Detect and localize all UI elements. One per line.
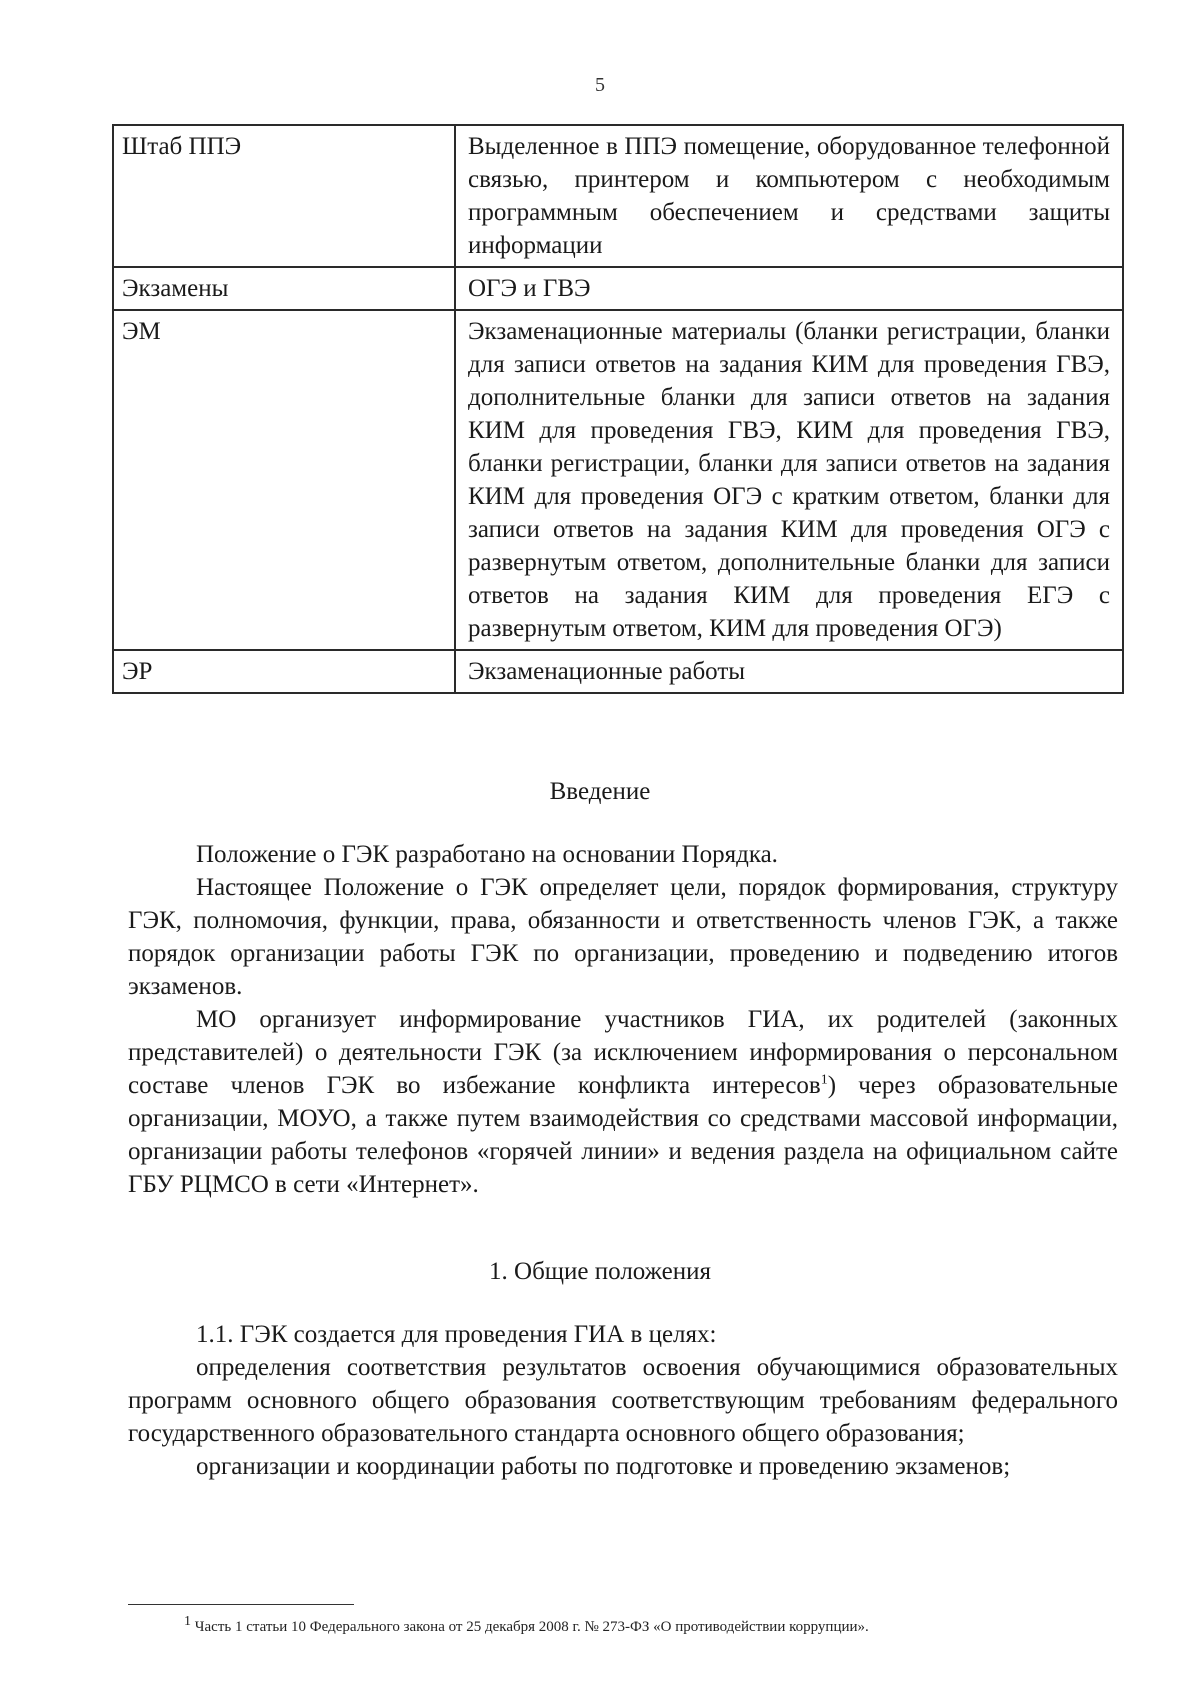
clause-paragraph: определения соответствия результатов освоения обучающимися образовательных программ основного общего образования соответствующим требованиям федерального государственного образовательного стандарта основного общего образования;: [128, 1354, 1118, 1447]
intro-paragraph-3: [128, 1003, 1118, 1201]
intro-body: [128, 838, 1118, 1201]
table-row: [113, 125, 1123, 267]
clause-1-1: 1.1. ГЭК создается для проведения ГИА в целях:: [196, 1321, 717, 1348]
intro-paragraph-1: Положение о ГЭК разработано на основании Порядка.: [196, 841, 778, 868]
term-cell: ЭМ: [113, 310, 455, 650]
term-cell: Штаб ППЭ: [113, 125, 455, 267]
footnote-text: Часть 1 статьи 10 Федерального закона от 25 декабря 2008 г. № 273-ФЗ «О противодействии коррупции».: [194, 1619, 869, 1635]
section-1-heading: 1. Общие положения: [489, 1258, 711, 1285]
section-1-body: [128, 1318, 1118, 1483]
intro-heading: Введение: [549, 778, 651, 805]
footnote-reference: 1: [820, 1072, 828, 1088]
table-row: [113, 267, 1123, 310]
table-row: [113, 650, 1123, 693]
definition-cell: ОГЭ и ГВЭ: [455, 267, 1123, 310]
clause-paragraph: организации и координации работы по подготовке и проведению экзаменов;: [196, 1453, 1011, 1480]
footnote-divider: [128, 1604, 354, 1605]
term-cell: Экзамены: [113, 267, 455, 310]
footnote: [128, 1614, 1118, 1640]
term-cell: ЭР: [113, 650, 455, 693]
terms-table: [112, 124, 1124, 694]
intro-paragraph-3-text: МО организует информирование участников ГИА, их родителей (законных представителей) о деятельности ГЭК (за исключением информирования о персональном составе членов ГЭК во избежание конфликта интересов: [128, 1006, 1118, 1099]
definition-cell: Выделенное в ППЭ помещение, оборудованное телефонной связью, принтером и компьютером с необходимым программным обеспечением и средствами защиты информации: [455, 125, 1123, 267]
definition-cell: Экзаменационные материалы (бланки регистрации, бланки для записи ответов на задания КИМ для проведения ГВЭ, дополнительные бланки для записи ответов на задания КИМ для проведения ГВЭ, КИМ для проведения ГВЭ, бланки регистрации, бланки для записи ответов на задания КИМ для проведения ОГЭ с кратким ответом, бланки для записи ответов на задания КИМ для проведения ОГЭ с развернутым ответом, дополнительные бланки для записи ответов на задания КИМ для проведения ЕГЭ с развернутым ответом, КИМ для проведения ОГЭ): [455, 310, 1123, 650]
footnote-mark: 1: [184, 1614, 191, 1629]
page-number: 5: [595, 74, 605, 96]
definition-cell: Экзаменационные работы: [455, 650, 1123, 693]
intro-paragraph-2: Настоящее Положение о ГЭК определяет цели, порядок формирования, структуру ГЭК, полномочия, функции, права, обязанности и ответственность членов ГЭК, а также порядок организации работы ГЭК по организации, проведению и подведению итогов экзаменов.: [128, 874, 1118, 1000]
table-row: [113, 310, 1123, 650]
intro-paragraph-3-text-end: ) через образовательные организации, МОУО, а также путем взаимодействия со средствами массовой информации, организации работы телефонов «горячей линии» и ведения раздела на официальном сайте ГБУ РЦМСО в сети «Интернет».: [128, 1072, 1118, 1198]
